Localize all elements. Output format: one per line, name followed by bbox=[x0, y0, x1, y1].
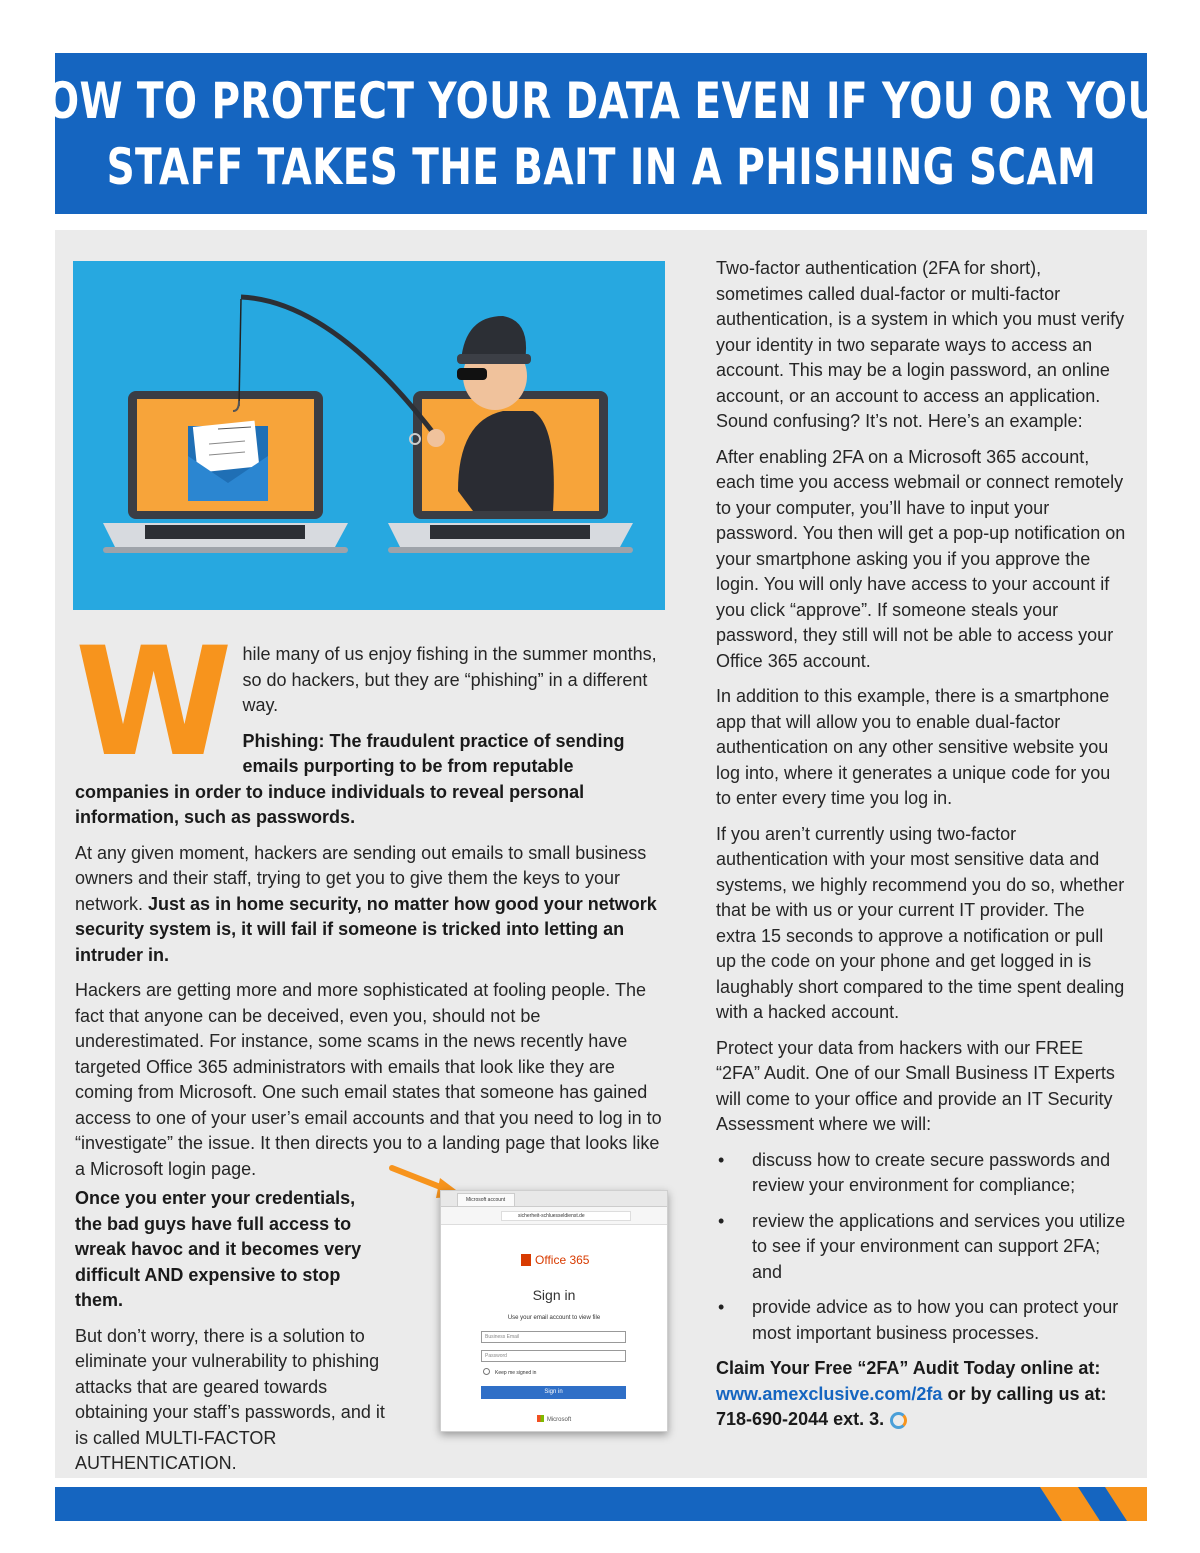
footer-bar bbox=[55, 1487, 1147, 1521]
phishing-laptops-icon bbox=[73, 261, 665, 610]
phishing-definition: Phishing: The fraudulent practice of sending emails purporting to be from reputable companies in order to induce individuals to reveal personal information, such as passwords. bbox=[75, 730, 625, 827]
phishing-illustration bbox=[73, 261, 665, 610]
title-banner bbox=[12, 53, 1190, 214]
paragraph-recommendation: If you aren’t currently using two-factor authentication with your most sensitive data and systems, we highly recommend you do so, whether that be with us or your current IT provider. The extra 15 seconds to approve a notification or pull up the code on your phone and get logged in is laughably short compared to the time spent dealing with a hacked account. bbox=[716, 823, 1125, 1022]
microsoft-login-screenshot bbox=[440, 1190, 668, 1432]
intro-paragraph: hile many of us enjoy fishing in the summer months, so do hackers, but they are “phishing” in a different way. bbox=[242, 644, 657, 715]
list-item: • provide advice as to how you can protect your most important business processes. bbox=[716, 1295, 1126, 1346]
email-field: Business Email bbox=[481, 1331, 626, 1343]
paragraph-hackers-emails: At any given moment, hackers are sending out emails to small business owners and their staff, trying to get you to give them the keys to your network. Just as in home security, no matter how good your network security system is, it will fail if someone is tricked into letting an intruder in. bbox=[75, 842, 657, 965]
call-to-action: Claim Your Free “2FA” Audit Today online at: www.amexclusive.com/2fa or by calling us at: 718-690-2044 ext. 3. bbox=[716, 1358, 1107, 1429]
right-column bbox=[716, 256, 1126, 1443]
title-line-2: STAFF TAKES THE BAIT IN A PHISHING SCAM bbox=[106, 137, 1096, 196]
credentials-warning: Once you enter your credentials, the bad guys have full access to wreak havoc and it becomes very difficult AND expensive to stop them. bbox=[75, 1188, 362, 1310]
paragraph-sophisticated: Hackers are getting more and more sophisticated at fooling people. The fact that anyone can be deceived, even you, should not be underestimated. For instance, some scams in the news recently have targeted Office 365 administrators with emails that look like they are coming from Microsoft. One such email states that someone has gained access to one of your user’s email accounts and that you need to log in to “investigate” the issue. It then directs you to a landing page that looks like a Microsoft login page. bbox=[75, 980, 662, 1179]
microsoft-footer: Microsoft bbox=[441, 1415, 667, 1423]
paragraph-smartphone-app: In addition to this example, there is a smartphone app that will allow you to enable dual-factor authentication on any other sensitive website you log into, where it generates a unique code for you to enter every time you log in. bbox=[716, 686, 1111, 808]
sign-in-button: Sign in bbox=[481, 1386, 626, 1399]
keep-signed-in: Keep me signed in bbox=[483, 1368, 536, 1376]
office-365-logo: Office 365 bbox=[521, 1253, 589, 1267]
list-item: • review the applications and services you utilize to see if your environment can support 2FA; and bbox=[716, 1209, 1126, 1286]
address-bar: sicherheit-schluesseldienst.de bbox=[501, 1211, 631, 1221]
phone-number: 718-690-2044 ext. 3. bbox=[716, 1409, 885, 1429]
paragraph-2fa-example: After enabling 2FA on a Microsoft 365 account, each time you access webmail or connect remotely to your computer, you’ll have to input your password. You then will get a pop-up notification on your smartphone asking you if you approve the login. You will only have access to your account if you click “approve”. If someone steals your password, they still will not be able to access your Office 365 account. bbox=[716, 446, 1126, 671]
sign-in-subheading: Use your email account to view file bbox=[507, 1315, 601, 1321]
list-item: • discuss how to create secure passwords and review your environment for compliance; bbox=[716, 1148, 1126, 1199]
logo-swirl-icon bbox=[890, 1412, 907, 1429]
microsoft-logo-icon bbox=[537, 1415, 544, 1422]
audit-link[interactable]: www.amexclusive.com/2fa bbox=[716, 1383, 943, 1404]
drop-cap: W bbox=[75, 616, 233, 790]
paragraph-audit-offer: Protect your data from hackers with our FREE “2FA” Audit. One of our Small Business IT Experts will come to your office and provide an IT Security Assessment where we will: bbox=[716, 1037, 1115, 1134]
solution-paragraph: But don’t worry, there is a solution to eliminate your vulnerability to phishing attacks that are geared towards obtaining your staff’s passwords, and it is called MULTI-FACTOR AUTHENTICATION. bbox=[75, 1325, 385, 1473]
browser-tab: Microsoft account bbox=[457, 1193, 515, 1206]
password-field: Password bbox=[481, 1350, 626, 1362]
title-line-1: HOW TO PROTECT YOUR DATA EVEN IF YOU OR YOUR bbox=[12, 71, 1190, 130]
orange-stripe-icon bbox=[55, 1487, 1147, 1521]
sign-in-heading: Sign in bbox=[532, 1287, 576, 1303]
paragraph-2fa-definition: Two-factor authentication (2FA for short), sometimes called dual-factor or multi-factor authentication, is a system in which you must verify your identity in two separate ways to access an account. This may be a login password, an online account, or an account to access an application. Sound confusing? It’s not. Here’s an example: bbox=[716, 258, 1125, 431]
audit-bullet-list bbox=[716, 1148, 1126, 1347]
